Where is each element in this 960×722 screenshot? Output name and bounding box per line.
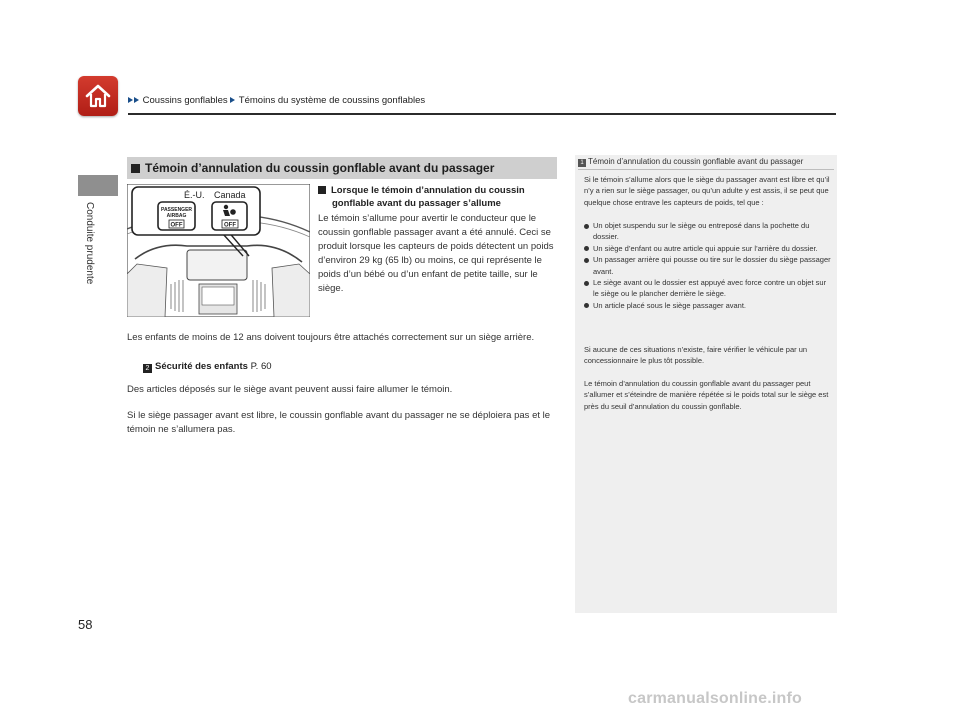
off-text-canada: OFF bbox=[224, 222, 236, 229]
section-title: Témoin d’annulation du coussin gonflable avant du passager bbox=[145, 161, 495, 175]
chapter-tab[interactable] bbox=[78, 175, 118, 196]
passenger-text-1: PASSENGER bbox=[160, 207, 193, 213]
list-item: Un objet suspendu sur le siège ou entreposé dans la pochette du dossier. bbox=[584, 220, 832, 243]
list-item: Le siège avant ou le dossier est appuyé avec force contre un objet sur le siège ou le plancher derrière le siège. bbox=[584, 277, 832, 300]
subheading bbox=[318, 184, 558, 210]
subhead-line2: gonflable avant du passager s’allume bbox=[332, 198, 501, 209]
home-button[interactable] bbox=[78, 76, 118, 116]
breadcrumb-link-indicators[interactable]: Témoins du système de coussins gonflables bbox=[238, 95, 426, 106]
header-divider bbox=[128, 113, 836, 115]
breadcrumb-arrow-icon bbox=[134, 97, 139, 103]
reference-page: P. 60 bbox=[250, 361, 272, 372]
watermark: carmanualsonline.info bbox=[628, 690, 803, 707]
indicator-explanation: Le témoin s’allume pour avertir le conducteur que le coussin gonflable passager avant a été annulé. Ceci se produit lorsque les capteurs de poids détectent un poids d’environ 29 kg (65 lb) ou moins, ce qui représente le poids d’un bébé ou d’un enfant de petite taille, sur le siège. bbox=[318, 213, 554, 294]
passenger-text-2: AIRBAG bbox=[166, 213, 187, 219]
reference-title: Sécurité des enfants bbox=[155, 361, 248, 372]
list-item: Un passager arrière qui pousse ou tire sur le dossier du siège passager avant. bbox=[584, 254, 832, 277]
side-note-bullets bbox=[584, 220, 832, 311]
page-number: 58 bbox=[78, 617, 93, 632]
section-square-icon bbox=[131, 164, 140, 173]
breadcrumb-link-airbags[interactable]: Coussins gonflables bbox=[142, 95, 228, 106]
articles-paragraph: Des articles déposés sur le siège avant peuvent aussi faire allumer le témoin. bbox=[127, 384, 453, 395]
side-note-intro: Si le témoin s’allume alors que le siège du passager avant est libre et qu’il n’y a rien sur le siège passager, ou qu’un adulte y est assis, il se peut que quelque chose entrave les capteurs de poids, tel que : bbox=[584, 175, 830, 207]
subhead-line1: Lorsque le témoin d’annulation du coussin bbox=[331, 185, 525, 196]
list-item: Un article placé sous le siège passager avant. bbox=[584, 300, 832, 311]
empty-seat-paragraph: Si le siège passager avant est libre, le coussin gonflable avant du passager ne se déploiera pas et le témoin ne s’allumera pas. bbox=[127, 410, 551, 435]
chapter-label bbox=[77, 202, 101, 312]
cross-reference-link[interactable] bbox=[143, 361, 272, 373]
side-note-para2: Si aucune de ces situations n’existe, faire vérifier le véhicule par un concessionnaire le plus tôt possible. bbox=[584, 345, 808, 366]
list-item: Un siège d’enfant ou autre article qui appuie sur l’arrière du dossier. bbox=[584, 243, 832, 254]
reference-arrow-icon: 2 bbox=[143, 364, 152, 373]
chapter-label-text: Conduite prudente bbox=[84, 202, 95, 285]
dashboard-illustration bbox=[127, 184, 310, 317]
side-note-title: Témoin d’annulation du coussin gonflable avant du passager bbox=[588, 157, 804, 166]
breadcrumb bbox=[128, 95, 425, 106]
side-note-divider bbox=[578, 169, 834, 170]
section-header bbox=[127, 157, 557, 179]
side-note-heading bbox=[578, 157, 834, 167]
label-canada: Canada bbox=[214, 190, 246, 200]
off-text-us: OFF bbox=[170, 222, 183, 229]
home-icon bbox=[84, 82, 112, 110]
breadcrumb-arrow-icon bbox=[128, 97, 133, 103]
side-note-para3: Le témoin d’annulation du coussin gonflable avant du passager peut s’allumer et s’éteindre de manière répétée si le poids total sur le siège est près du seuil d’annulation du coussin gonflable. bbox=[584, 379, 829, 411]
note-number-icon: 1 bbox=[578, 159, 586, 167]
children-paragraph: Les enfants de moins de 12 ans doivent toujours être attachés correctement sur un siège arrière. bbox=[127, 332, 535, 343]
label-us: É.-U. bbox=[184, 190, 205, 200]
subhead-square-icon bbox=[318, 186, 326, 194]
breadcrumb-arrow-icon bbox=[230, 97, 235, 103]
